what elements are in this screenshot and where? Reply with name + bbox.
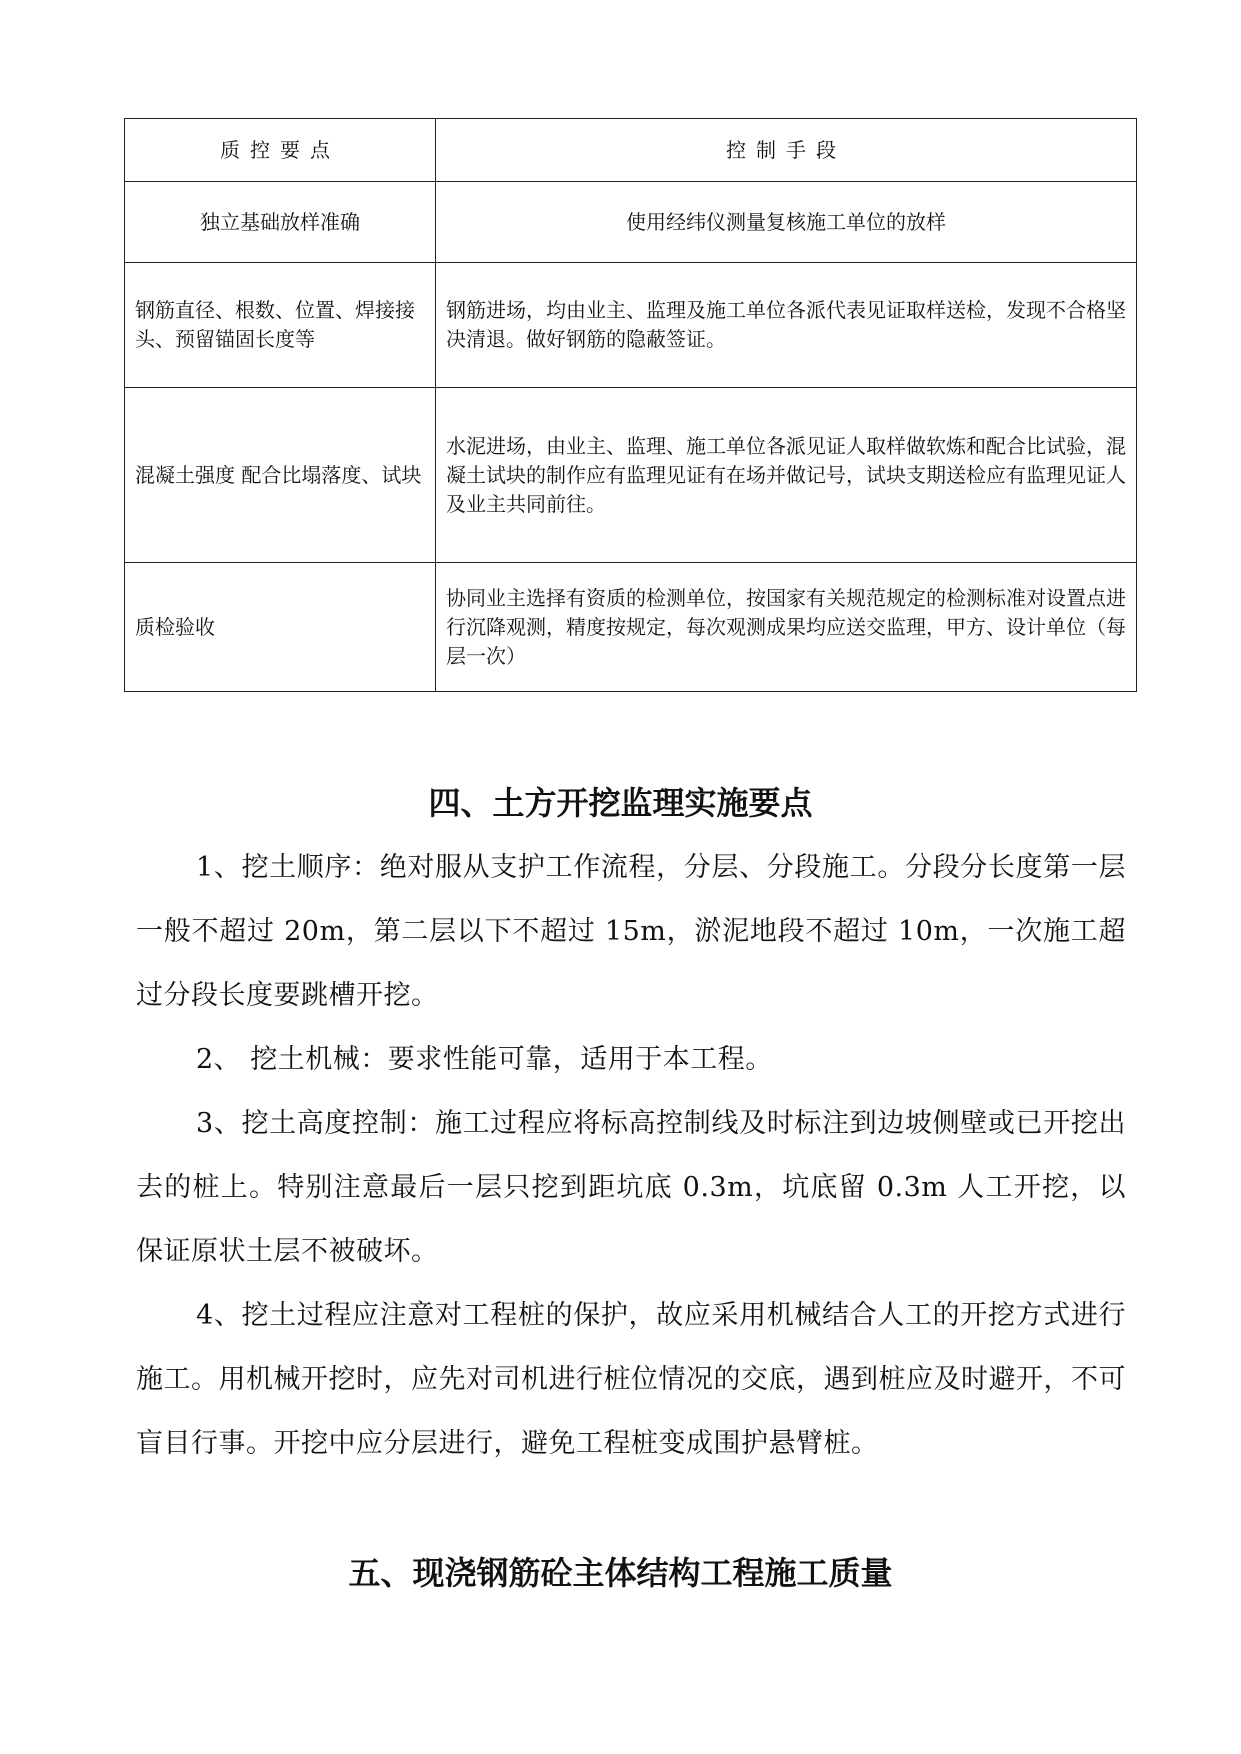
cell-quality-point: 独立基础放样准确 [125,182,436,263]
table-header-row [125,119,1137,182]
table-row [125,182,1137,263]
quality-control-table [124,118,1137,692]
cell-quality-point: 混凝土强度 配合比塌落度、试块 [125,388,436,563]
header-quality-point: 质控要点 [125,119,436,182]
table-row [125,388,1137,563]
paragraph-excavation-machinery: 2、 挖土机械：要求性能可靠，适用于本工程。 [196,1044,773,1075]
table-row [125,263,1137,388]
cell-control-method: 使用经纬仪测量复核施工单位的放样 [436,182,1137,263]
section-4-body [136,836,1126,1476]
header-control-method: 控制手段 [436,119,1137,182]
cell-quality-point: 质检验收 [125,563,436,692]
cell-control-method: 水泥进场，由业主、监理、施工单位各派见证人取样做软炼和配合比试验，混凝土试块的制作应有监理见证有在场并做记号，试块支期送检应有监理见证人及业主共同前往。 [436,388,1137,563]
paragraph-excavation-height: 3、挖土高度控制：施工过程应将标高控制线及时标注到边坡侧壁或已开挖出去的桩上。特别注意最后一层只挖到距坑底 0.3m，坑底留 0.3m 人工开挖，以保证原状土层不被破坏。 [136,1108,1126,1267]
paragraph-excavation-order: 1、挖土顺序：绝对服从支护工作流程，分层、分段施工。分段分长度第一层一般不超过 20m，第二层以下不超过 15m，淤泥地段不超过 10m，一次施工超过分段长度要跳槽开挖。 [136,852,1126,1011]
cell-control-method: 协同业主选择有资质的检测单位，按国家有关规范规定的检测标准对设置点进行沉降观测，精度按规定，每次观测成果均应送交监理，甲方、设计单位（每层一次） [436,563,1137,692]
cell-quality-point: 钢筋直径、根数、位置、焊接接头、预留锚固长度等 [125,263,436,388]
table-row [125,563,1137,692]
section-5-heading: 五、现浇钢筋砼主体结构工程施工质量 [348,1554,893,1592]
cell-control-method: 钢筋进场，均由业主、监理及施工单位各派代表见证取样送检，发现不合格坚决清退。做好钢筋的隐蔽签证。 [436,263,1137,388]
paragraph-pile-protection: 4、挖土过程应注意对工程桩的保护，故应采用机械结合人工的开挖方式进行施工。用机械开挖时，应先对司机进行桩位情况的交底，遇到桩应及时避开，不可盲目行事。开挖中应分层进行，避免工程桩变成围护悬臂桩。 [136,1300,1126,1459]
section-4-heading: 四、土方开挖监理实施要点 [428,784,813,822]
